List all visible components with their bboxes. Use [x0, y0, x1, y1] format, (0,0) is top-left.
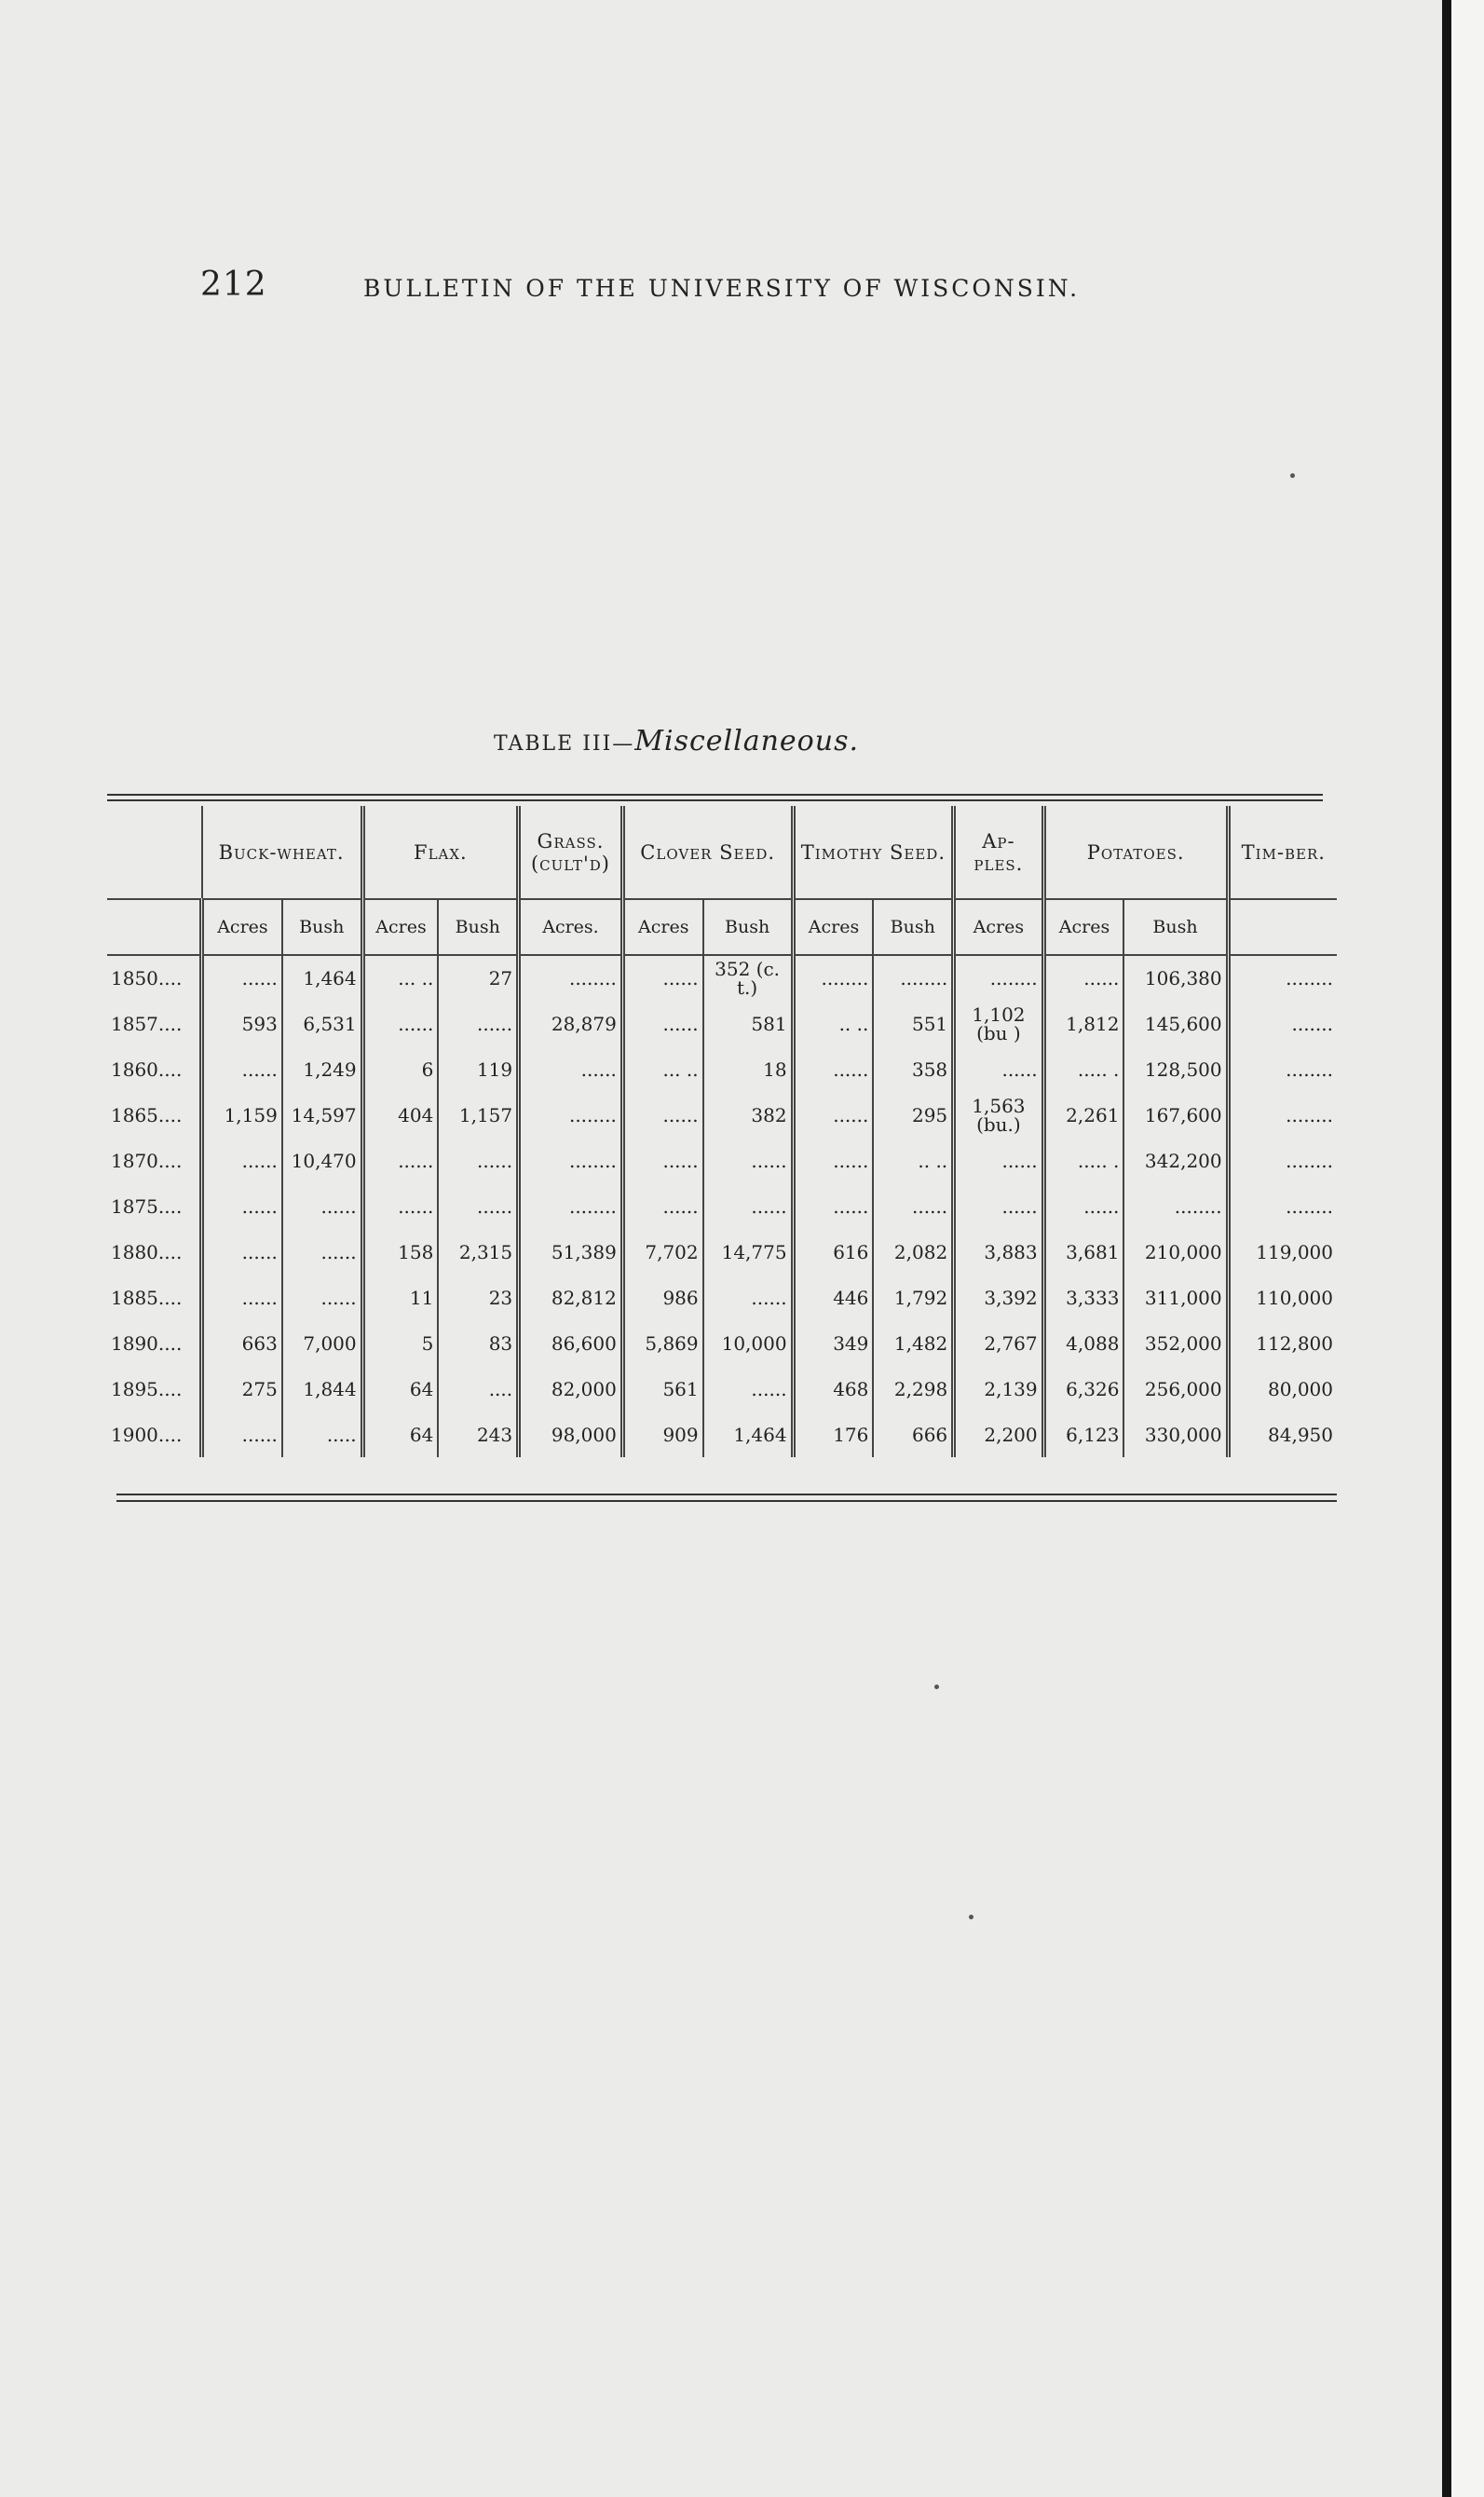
table-row — [107, 955, 1337, 1001]
table-cell: 82,812 — [519, 1275, 623, 1320]
table-row — [107, 1366, 1337, 1412]
table-cell: 561 — [622, 1366, 702, 1412]
table-cell: 342,200 — [1123, 1138, 1228, 1183]
column-subheader: Acres — [1043, 899, 1123, 955]
column-subheader: Bush — [1123, 899, 1228, 955]
table-cell: 2,315 — [438, 1229, 518, 1275]
table-title-subject: Miscellaneous. — [634, 725, 859, 757]
table-cell: ...... — [703, 1366, 793, 1412]
table-cell: ...... — [202, 1275, 282, 1320]
row-year: 1900.... — [111, 1423, 183, 1446]
table-cell: 1,102 (bu ) — [954, 1001, 1043, 1046]
table-cell: ...... — [202, 1046, 282, 1092]
table-cell: ...... — [202, 1138, 282, 1183]
table-cell: 330,000 — [1123, 1412, 1228, 1457]
top-rule — [107, 794, 1323, 796]
table-cell: 3,681 — [1043, 1229, 1123, 1275]
table-cell: ...... — [202, 1229, 282, 1275]
table-cell: 1,563 (bu.) — [954, 1092, 1043, 1138]
row-year: 1857.... — [111, 1012, 183, 1035]
table-cell: 6,531 — [282, 1001, 362, 1046]
table-cell: 10,000 — [703, 1320, 793, 1366]
table-cell: .. .. — [793, 1001, 873, 1046]
table-cell: ...... — [282, 1183, 362, 1229]
table-cell: ...... — [362, 1001, 438, 1046]
table-title-prefix: TABLE III— — [494, 732, 635, 756]
table-cell: ...... — [793, 1092, 873, 1138]
table-cell: ........ — [1228, 1183, 1337, 1229]
column-subheader: Acres — [793, 899, 873, 955]
table-cell: 6,123 — [1043, 1412, 1123, 1457]
page-header — [200, 266, 1150, 312]
table-cell: ........ — [1228, 1138, 1337, 1183]
table-row — [107, 1229, 1337, 1275]
table-row — [107, 1320, 1337, 1366]
table-cell: 986 — [622, 1275, 702, 1320]
table-cell: ...... — [519, 1046, 623, 1092]
table-cell: 64 — [362, 1412, 438, 1457]
group-header: Flax. — [362, 806, 519, 899]
row-year: 1865.... — [111, 1103, 183, 1126]
table-cell: 1,464 — [282, 955, 362, 1001]
table-cell: .. .. — [873, 1138, 953, 1183]
row-year: 1860.... — [111, 1057, 183, 1081]
table-cell: 243 — [438, 1412, 518, 1457]
table-cell: ........ — [519, 1092, 623, 1138]
table-cell: 2,767 — [954, 1320, 1043, 1366]
table-cell: 382 — [703, 1092, 793, 1138]
table-row — [107, 1001, 1337, 1046]
table-cell: 6 — [362, 1046, 438, 1092]
table-cell: 27 — [438, 955, 518, 1001]
stub-subheader — [107, 899, 202, 955]
table-row — [107, 1275, 1337, 1320]
table-cell: ...... — [622, 1092, 702, 1138]
table-cell: ... .. — [362, 955, 438, 1001]
table-cell: 7,702 — [622, 1229, 702, 1275]
table-cell: ...... — [703, 1275, 793, 1320]
table-cell: ...... — [954, 1046, 1043, 1092]
table-cell: 23 — [438, 1275, 518, 1320]
table-row — [107, 1138, 1337, 1183]
table-row — [107, 1412, 1337, 1457]
table-cell: 83 — [438, 1320, 518, 1366]
column-subheader: Acres — [202, 899, 282, 955]
table-cell: ...... — [954, 1138, 1043, 1183]
table-cell: 158 — [362, 1229, 438, 1275]
table-cell: 4,088 — [1043, 1320, 1123, 1366]
group-header: Potatoes. — [1043, 806, 1228, 899]
table-container — [107, 806, 1337, 1457]
table-cell: 593 — [202, 1001, 282, 1046]
page-edge — [1451, 0, 1484, 2497]
table-cell: ..... . — [1043, 1138, 1123, 1183]
paper-speck — [969, 1915, 973, 1919]
row-year: 1875.... — [111, 1194, 183, 1218]
table-cell: 2,139 — [954, 1366, 1043, 1412]
table-cell: ...... — [438, 1001, 518, 1046]
group-header: Grass. (cult'd) — [519, 806, 623, 899]
table-cell: 145,600 — [1123, 1001, 1228, 1046]
table-cell: 3,333 — [1043, 1275, 1123, 1320]
table-cell: ...... — [622, 955, 702, 1001]
table-cell: ........ — [1228, 1092, 1337, 1138]
table-cell: 98,000 — [519, 1412, 623, 1457]
table-cell: 5,869 — [622, 1320, 702, 1366]
table-cell: ...... — [622, 1183, 702, 1229]
running-head: BULLETIN OF THE UNIVERSITY OF WISCONSIN. — [363, 275, 1081, 302]
table-cell: 1,792 — [873, 1275, 953, 1320]
row-year: 1890.... — [111, 1331, 183, 1355]
paper-speck — [934, 1685, 939, 1689]
row-year: 1870.... — [111, 1149, 183, 1172]
column-subheader — [1228, 899, 1337, 955]
table-cell: ........ — [793, 955, 873, 1001]
table-cell: 616 — [793, 1229, 873, 1275]
table-cell: ........ — [519, 955, 623, 1001]
table-cell: 3,883 — [954, 1229, 1043, 1275]
table-cell: 468 — [793, 1366, 873, 1412]
table-cell: 446 — [793, 1275, 873, 1320]
table-cell: 5 — [362, 1320, 438, 1366]
table-cell: 1,249 — [282, 1046, 362, 1092]
table-cell: 86,600 — [519, 1320, 623, 1366]
table-cell: 14,775 — [703, 1229, 793, 1275]
table-cell: ........ — [519, 1138, 623, 1183]
table-cell: ...... — [282, 1229, 362, 1275]
table-cell: 349 — [793, 1320, 873, 1366]
table-row — [107, 1183, 1337, 1229]
table-cell: ........ — [1228, 955, 1337, 1001]
table-cell: 84,950 — [1228, 1412, 1337, 1457]
group-header: Buck-wheat. — [202, 806, 363, 899]
row-year: 1850.... — [111, 967, 183, 989]
table-cell: 10,470 — [282, 1138, 362, 1183]
table-cell: 581 — [703, 1001, 793, 1046]
row-year: 1895.... — [111, 1377, 183, 1400]
table-cell: ...... — [362, 1183, 438, 1229]
group-header: Timothy Seed. — [793, 806, 954, 899]
table-cell: ...... — [793, 1046, 873, 1092]
table-cell: 11 — [362, 1275, 438, 1320]
table-cell: 80,000 — [1228, 1366, 1337, 1412]
group-header: Ap-ples. — [954, 806, 1043, 899]
subheader-row — [107, 899, 1337, 955]
table-cell: ...... — [622, 1001, 702, 1046]
table-cell: ..... . — [1043, 1046, 1123, 1092]
table-cell: 112,800 — [1228, 1320, 1337, 1366]
table-cell: ...... — [703, 1138, 793, 1183]
table-cell: ...... — [438, 1138, 518, 1183]
table-cell: 275 — [202, 1366, 282, 1412]
top-rule-inner — [107, 799, 1323, 801]
table-cell: ...... — [202, 1183, 282, 1229]
bottom-rule — [116, 1494, 1337, 1495]
column-subheader: Acres — [622, 899, 702, 955]
column-subheader: Acres — [954, 899, 1043, 955]
stub-header — [107, 806, 202, 899]
group-header: Clover Seed. — [622, 806, 793, 899]
bottom-rule-inner — [116, 1500, 1337, 1502]
table-cell: ...... — [703, 1183, 793, 1229]
table-cell: 1,464 — [703, 1412, 793, 1457]
table-cell: ...... — [202, 955, 282, 1001]
table-cell: 3,392 — [954, 1275, 1043, 1320]
column-subheader: Acres — [362, 899, 438, 955]
column-subheader: Bush — [703, 899, 793, 955]
table-cell: 106,380 — [1123, 955, 1228, 1001]
table-cell: 1,844 — [282, 1366, 362, 1412]
table-cell: ...... — [873, 1183, 953, 1229]
table-cell: ...... — [362, 1138, 438, 1183]
table-cell: 110,000 — [1228, 1275, 1337, 1320]
table-cell: ...... — [793, 1183, 873, 1229]
table-cell: .... — [438, 1366, 518, 1412]
table-cell: 358 — [873, 1046, 953, 1092]
table-cell: 18 — [703, 1046, 793, 1092]
column-subheader: Bush — [438, 899, 518, 955]
table-cell: ... .. — [622, 1046, 702, 1092]
table-cell: 14,597 — [282, 1092, 362, 1138]
table-cell: 2,298 — [873, 1366, 953, 1412]
paper-speck — [1290, 473, 1295, 478]
table-cell: 2,200 — [954, 1412, 1043, 1457]
table-cell: 404 — [362, 1092, 438, 1138]
table-cell: 1,157 — [438, 1092, 518, 1138]
row-year: 1885.... — [111, 1286, 183, 1309]
group-header: Tim-ber. — [1228, 806, 1337, 899]
table-cell: 28,879 — [519, 1001, 623, 1046]
table-cell: 6,326 — [1043, 1366, 1123, 1412]
table-cell: ........ — [954, 955, 1043, 1001]
row-year: 1880.... — [111, 1240, 183, 1263]
column-subheader: Acres. — [519, 899, 623, 955]
table-cell: ....... — [1228, 1001, 1337, 1046]
table-cell: ...... — [282, 1275, 362, 1320]
table-cell: ........ — [519, 1183, 623, 1229]
table-cell: 210,000 — [1123, 1229, 1228, 1275]
table-cell: 7,000 — [282, 1320, 362, 1366]
table-cell: 64 — [362, 1366, 438, 1412]
table-cell: 82,000 — [519, 1366, 623, 1412]
table-cell: ........ — [873, 955, 953, 1001]
table-cell: 2,082 — [873, 1229, 953, 1275]
table-cell: 167,600 — [1123, 1092, 1228, 1138]
column-subheader: Bush — [282, 899, 362, 955]
table-title — [494, 725, 978, 757]
table-cell: ...... — [622, 1138, 702, 1183]
table-cell: 295 — [873, 1092, 953, 1138]
table-cell: ..... — [282, 1412, 362, 1457]
table-cell: 1,159 — [202, 1092, 282, 1138]
table-cell: ...... — [202, 1412, 282, 1457]
table-cell: ........ — [1123, 1183, 1228, 1229]
table-cell: 1,812 — [1043, 1001, 1123, 1046]
table-cell: ...... — [1043, 1183, 1123, 1229]
table-cell: 909 — [622, 1412, 702, 1457]
table-cell: ...... — [954, 1183, 1043, 1229]
table-cell: 352 (c. t.) — [703, 955, 793, 1001]
table-cell: 2,261 — [1043, 1092, 1123, 1138]
table-cell: 311,000 — [1123, 1275, 1228, 1320]
table-cell: 352,000 — [1123, 1320, 1228, 1366]
table-cell: ........ — [1228, 1046, 1337, 1092]
miscellaneous-table — [107, 806, 1337, 1457]
group-header-row — [107, 806, 1337, 899]
table-cell: 119 — [438, 1046, 518, 1092]
table-cell: 176 — [793, 1412, 873, 1457]
table-cell: 666 — [873, 1412, 953, 1457]
table-head — [107, 806, 1337, 955]
table-cell: 51,389 — [519, 1229, 623, 1275]
table-row — [107, 1092, 1337, 1138]
table-cell: 256,000 — [1123, 1366, 1228, 1412]
table-cell: 663 — [202, 1320, 282, 1366]
book-spine-shadow — [1442, 0, 1451, 2497]
table-row — [107, 1046, 1337, 1092]
column-subheader: Bush — [873, 899, 953, 955]
table-cell: 1,482 — [873, 1320, 953, 1366]
table-cell: ...... — [438, 1183, 518, 1229]
page-number: 212 — [200, 266, 267, 304]
table-body — [107, 955, 1337, 1457]
table-cell: 119,000 — [1228, 1229, 1337, 1275]
table-cell: 551 — [873, 1001, 953, 1046]
table-cell: ...... — [1043, 955, 1123, 1001]
table-cell: 128,500 — [1123, 1046, 1228, 1092]
table-cell: ...... — [793, 1138, 873, 1183]
